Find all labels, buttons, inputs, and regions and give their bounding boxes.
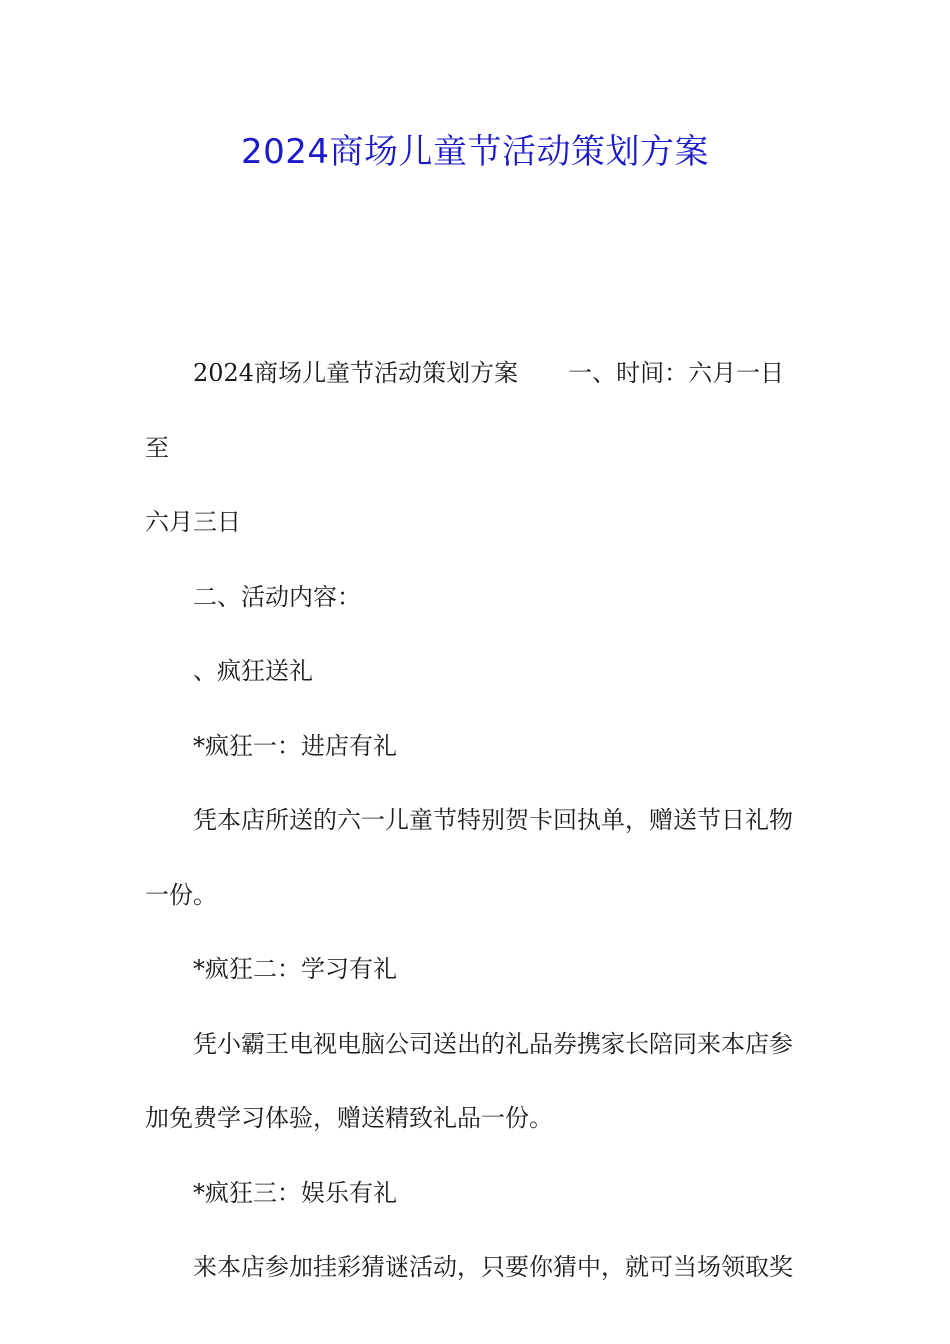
crazy2-text: 凭小霸王电视电脑公司送出的礼品券携家长陪同来本店参加免费学习体验，赠送精致礼品一份。 (145, 1029, 793, 1132)
intro-paragraph (145, 336, 807, 485)
crazy2-title: *疯狂二：学习有礼 (193, 955, 397, 983)
intro-time-continuation: 六月三日 (145, 508, 241, 536)
document-body (145, 336, 807, 1305)
intro-heading: 2024商场儿童节活动策划方案 (193, 359, 519, 387)
crazy1-text: 凭本店所送的六一儿童节特别贺卡回执单，赠送节日礼物一份。 (145, 806, 793, 909)
document-title: 2024商场儿童节活动策划方案 (240, 132, 710, 172)
section-heading-content: 二、活动内容： (193, 582, 361, 611)
subsection-heading: 、疯狂送礼 (193, 657, 313, 685)
crazy3-title: *疯狂三：娱乐有礼 (193, 1178, 397, 1207)
crazy1-title: *疯狂一：进店有礼 (193, 731, 397, 760)
crazy3-text: 来本店参加挂彩猜谜活动，只要你猜中，就可当场领取奖 (193, 1253, 793, 1281)
intro-time-part1: 一、时间：六月一日至 (145, 359, 785, 462)
